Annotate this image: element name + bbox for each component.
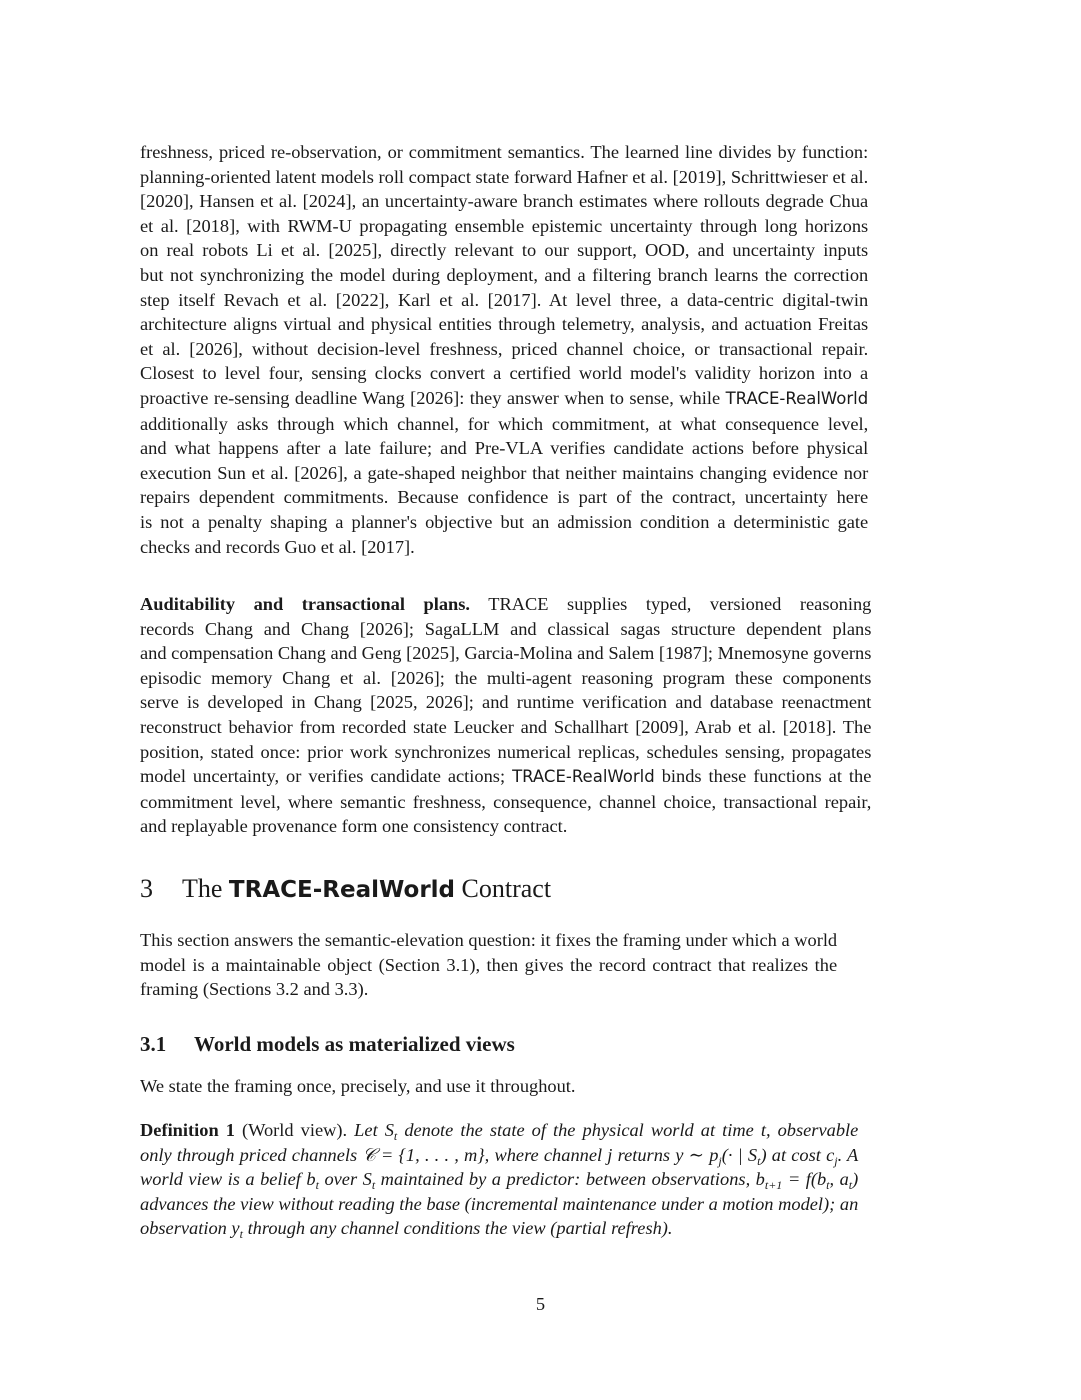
text-fragment: model uncertainty, or verifies candidate actions;: [140, 766, 506, 787]
text-line: We state the framing once, precisely, and use it throughout.: [140, 1076, 576, 1096]
section-heading: [140, 874, 551, 904]
text-line: Closest to level four, sensing clocks convert a certified world model's validity horizon into a: [140, 363, 869, 384]
text-line: [140, 764, 871, 790]
text-line: [140, 592, 871, 617]
text-line: Definition 1 (World view). Let $S_t$ denote the state of the physical world at time t, observable: [140, 1120, 859, 1143]
text-line: framing (Sections 3.2 and 3.3).: [140, 979, 369, 1000]
text-line: et al. [2018], with RWM-U propagating ensemble epistemic uncertainty through long horizons: [140, 215, 869, 236]
subsection-title: World models as materialized views: [194, 1032, 515, 1056]
text-line: serve is developed in Chang [2025, 2026]; and runtime verification and database reenactment: [140, 692, 872, 713]
section-number: 3: [140, 874, 153, 903]
paragraph-section-intro: [140, 928, 837, 1002]
text-line: freshness, priced re-observation, or commitment semantics. The learned line divides by function:: [140, 142, 869, 162]
text-line: is not a penalty shaping a planner's objective but an admission condition a deterministic gate: [140, 511, 869, 532]
text-line: but not synchronizing the model during deployment, and a filtering branch learns the correction: [140, 264, 869, 285]
paragraph-related-work-levels: [140, 140, 868, 559]
text-line: [140, 386, 868, 412]
text-line: step itself Revach et al. [2022], Karl et al. [2017]. At level three, a data-centric digital-twin: [140, 289, 869, 310]
definition-label: Definition 1: [140, 1120, 235, 1140]
text-line: and replayable provenance form one consistency contract.: [140, 816, 568, 837]
text-line: and what happens after a late failure; and Pre-VLA verifies candidate actions before physical: [140, 438, 869, 459]
text-line: position, stated once: prior work synchronizes numerical replicas, schedules sensing, propagates: [140, 741, 872, 762]
text-line: [2020], Hansen et al. [2024], an uncertainty-aware branch estimates where rollouts degrade Chua: [140, 191, 869, 212]
system-name: TRACE-RealWorld: [725, 388, 869, 408]
text-line: world view is a belief $b_t$ over $S_t$ maintained by a predictor: between observations, $b_{t+1} = f(b_t$, $a_t$): [140, 1169, 859, 1193]
text-line: reconstruct behavior from recorded state Leucker and Schallhart [2009], Arab et al. [2018]. The: [140, 716, 872, 737]
subsection-number: 3.1: [140, 1032, 167, 1056]
section-title-pre: The: [182, 874, 223, 903]
text-line: et al. [2026], without decision-level freshness, priced channel choice, or transactional repair.: [140, 338, 869, 359]
text-line: on real robots Li et al. [2025], directly relevant to our support, OOD, and uncertainty inputs: [140, 240, 869, 261]
text-fragment: proactive re-sensing deadline Wang [2026]: they answer when to sense, while: [140, 387, 721, 408]
definition-world-view: [140, 1118, 858, 1241]
text-fragment: binds these functions at the: [661, 766, 872, 787]
text-line: This section answers the semantic-elevation question: it fixes the framing under which a world: [140, 930, 838, 950]
text-line: episodic memory Chang et al. [2026]; the multi-agent reasoning program these components: [140, 667, 872, 688]
text-line: observation $y_t$ through any channel conditions the view (partial refresh).: [140, 1218, 673, 1242]
text-line: architecture aligns virtual and physical entities through telemetry, analysis, and actuation Freitas: [140, 314, 869, 335]
text-line: execution Sun et al. [2026], a gate-shaped neighbor that neither maintains changing evidence nor: [140, 462, 869, 483]
paragraph-framing: [140, 1074, 576, 1099]
paragraph-runin-heading: Auditability and transactional plans.: [140, 594, 471, 614]
text-line: additionally asks through which channel, for which commitment, at what consequence level,: [140, 413, 869, 434]
section-title-post: Contract: [461, 874, 552, 903]
system-name: TRACE-RealWorld: [512, 767, 655, 787]
text-line: model is a maintainable object (Section 3.1), then gives the record contract that realizes the: [140, 954, 838, 975]
text-line: commitment level, where semantic freshness, consequence, channel choice, transactional repair,: [140, 791, 872, 812]
text-fragment: TRACE supplies typed, versioned reasoning: [488, 594, 872, 614]
page-number: 5: [535, 1294, 546, 1314]
text-line: and compensation Chang and Geng [2025], Garcia-Molina and Salem [1987]; Mnemosyne governs: [140, 643, 872, 664]
text-line: only through priced channels 𝒞 = {1, . . . , m}, where channel j returns y ∼ $p_j(\cdot$ | $S_t$) at cost $c_j$. A: [140, 1144, 859, 1168]
system-name: TRACE-RealWorld: [228, 877, 456, 903]
paragraph-auditability: [140, 592, 871, 839]
definition-name: (World view).: [241, 1120, 348, 1140]
text-line: planning-oriented latent models roll compact state forward Hafner et al. [2019], Schrittwieser et al.: [140, 166, 869, 187]
text-line: checks and records Guo et al. [2017].: [140, 536, 415, 557]
text-line: advances the view without reading the base (incremental maintenance under a motion model); an: [140, 1193, 859, 1214]
text-line: repairs dependent commitments. Because confidence is part of the contract, uncertainty here: [140, 487, 869, 508]
text-line: records Chang and Chang [2026]; SagaLLM and classical sagas structure dependent plans: [140, 618, 872, 639]
subsection-heading: [140, 1032, 515, 1057]
